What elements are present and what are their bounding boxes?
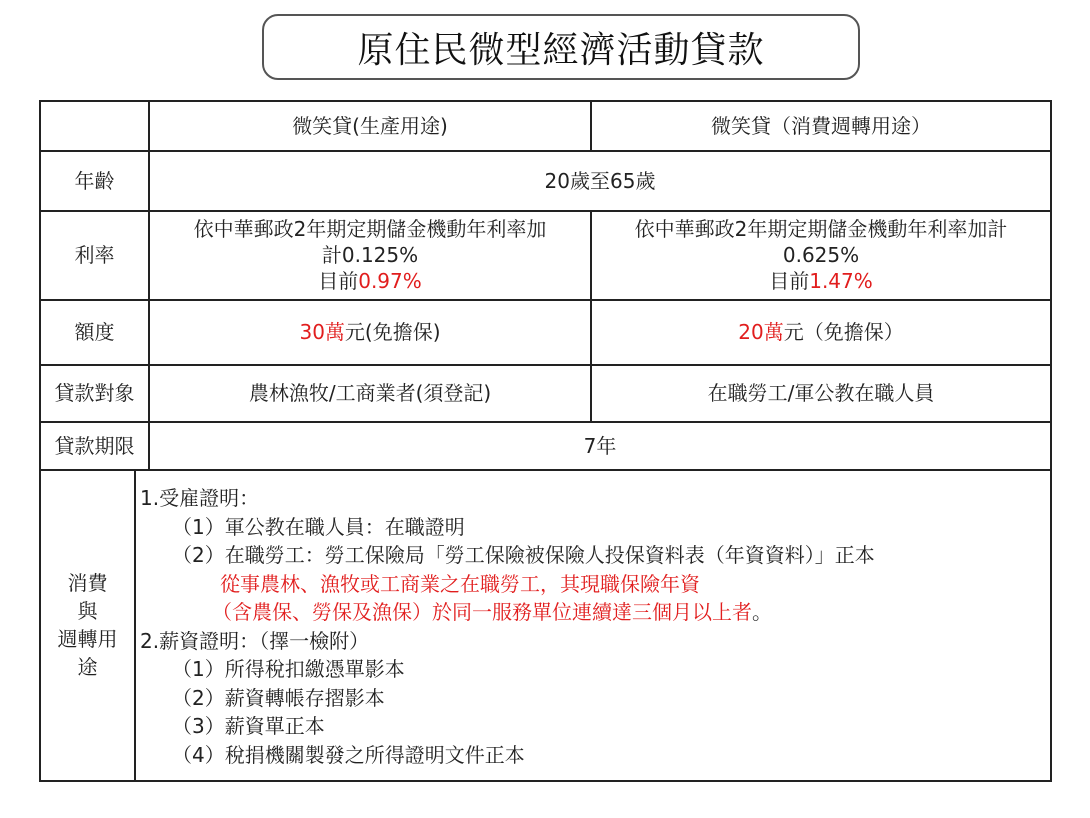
rate-production-line1: 依中華郵政2年期定期儲金機動年利率加 xyxy=(193,217,547,241)
rate-consumer-line1: 依中華郵政2年期定期儲金機動年利率加計 xyxy=(634,217,1008,241)
documents-label-line: 消費 xyxy=(67,571,108,595)
column-divider-label xyxy=(134,469,136,781)
rate-current-value: 1.47% xyxy=(809,269,873,293)
rate-consumer-line2: 0.625% xyxy=(782,243,860,267)
section1-item: （2）在職勞工：勞工保險局「勞工保險被保險人投保資料表（年資資料）」正本 xyxy=(172,543,875,567)
page-title: 原住民微型經濟活動貸款 xyxy=(262,14,860,80)
target-label: 貸款對象 xyxy=(54,381,135,405)
age-label: 年齡 xyxy=(74,168,115,193)
amount-production-value: 30萬 xyxy=(299,320,345,344)
amount-production xyxy=(150,300,590,364)
rate-current-prefix: 目前 xyxy=(318,269,359,293)
rate-production xyxy=(150,211,590,299)
red-note-line: 從事農林、漁牧或工商業之在職勞工，其現職保險年資 xyxy=(220,571,700,596)
age-value: 20歲至65歲 xyxy=(544,168,656,193)
table-border-right xyxy=(1050,100,1052,782)
section2-item: （2）薪資轉帳存摺影本 xyxy=(172,685,385,710)
row-divider xyxy=(39,469,1052,471)
section2-item: （4）稅捐機關製發之所得證明文件正本 xyxy=(172,742,525,767)
term-value: 7年 xyxy=(583,433,617,458)
amount-production-suffix: 元(免擔保) xyxy=(344,320,441,344)
amount-label: 額度 xyxy=(74,320,115,344)
header-consumer: 微笑貸（消費週轉用途） xyxy=(711,113,931,138)
amount-consumer-suffix: 元（免擔保） xyxy=(783,320,904,344)
rate-current-value: 0.97% xyxy=(358,269,422,293)
amount-consumer xyxy=(592,300,1050,364)
documents-label-line: 週轉用 xyxy=(57,627,118,651)
red-note-end: 。 xyxy=(752,600,772,624)
documents-label-line: 與 xyxy=(77,599,98,623)
red-note-line-2 xyxy=(140,598,1040,627)
rate-label: 利率 xyxy=(74,243,115,267)
target-production: 農林漁牧/工商業者(須登記) xyxy=(248,381,492,405)
rate-consumer xyxy=(592,211,1050,299)
documents-label-line: 途 xyxy=(77,655,98,679)
amount-consumer-value: 20萬 xyxy=(738,320,784,344)
rate-production-line2: 計0.125% xyxy=(321,243,419,267)
section2-item: （3）薪資單正本 xyxy=(172,714,325,738)
rate-current-prefix: 目前 xyxy=(769,269,810,293)
target-consumer: 在職勞工/軍公教在職人員 xyxy=(707,381,935,405)
rate-production-current xyxy=(318,268,422,294)
rate-consumer-current xyxy=(769,268,873,294)
header-production: 微笑貸(生產用途) xyxy=(292,113,448,138)
documents-content xyxy=(140,484,1040,769)
section1-title: 1.受雇證明： xyxy=(140,486,260,510)
red-note-text: （含農保、勞保及漁保）於同一服務單位連續達三個月以上者 xyxy=(212,600,752,624)
term-label: 貸款期限 xyxy=(54,433,135,458)
table-border-bottom xyxy=(39,780,1052,782)
documents-label xyxy=(41,470,134,780)
section2-item: （1）所得稅扣繳憑單影本 xyxy=(172,657,405,681)
section2-title: 2.薪資證明：（擇一檢附） xyxy=(140,628,370,653)
section1-item: （1）軍公教在職人員：在職證明 xyxy=(172,514,465,539)
